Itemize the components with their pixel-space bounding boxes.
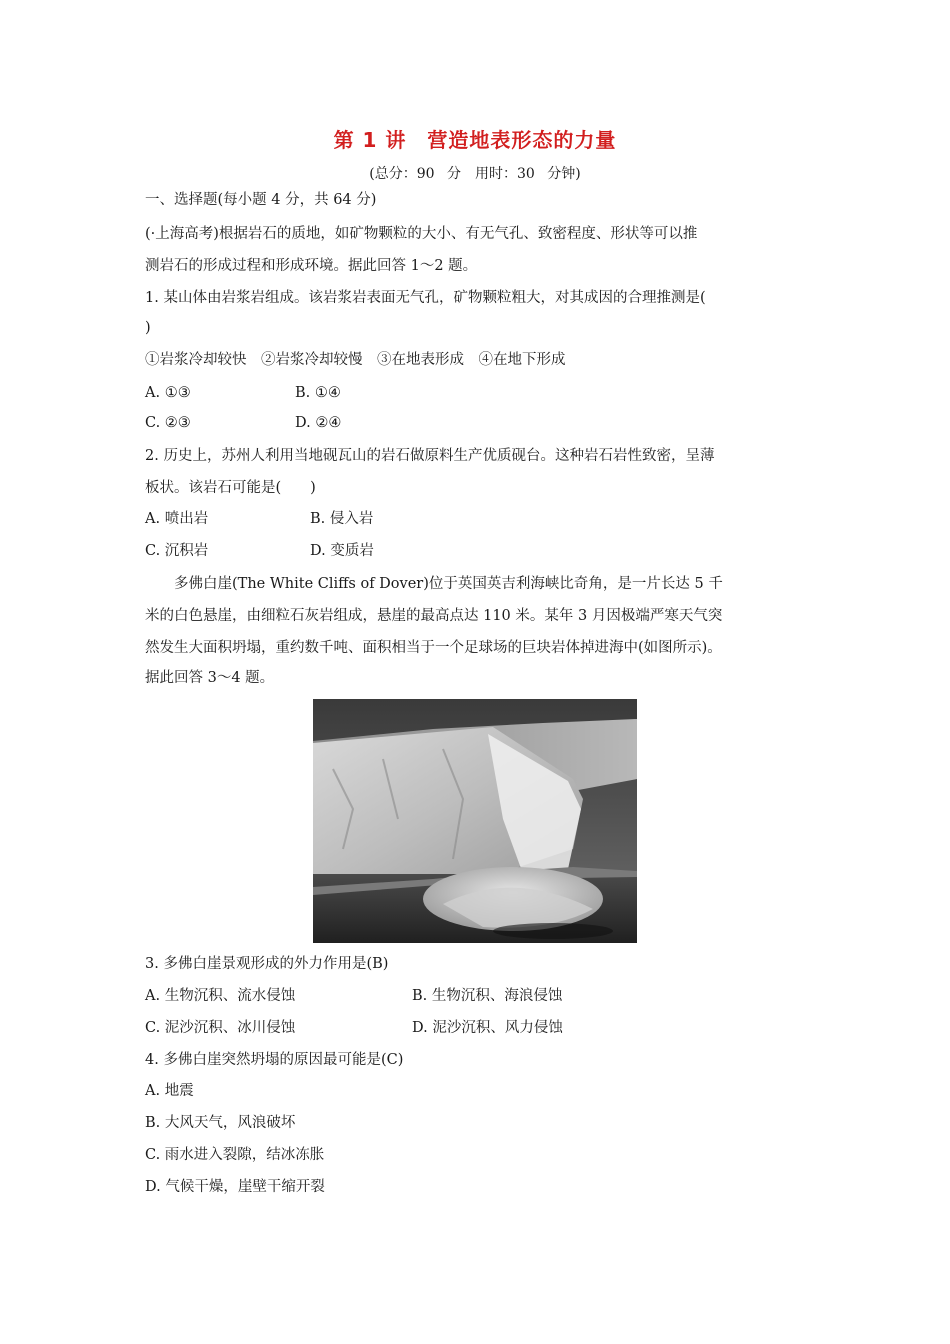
q1-option-c: C. ②③ bbox=[145, 415, 191, 431]
q4-option-d: D. 气候干燥，崖壁干缩开裂 bbox=[145, 1179, 325, 1195]
section-heading: 一、选择题(每小题 4 分，共 64 分) bbox=[145, 192, 377, 208]
q3-option-c: C. 泥沙沉积、冰川侵蚀 bbox=[145, 1020, 296, 1036]
q4-option-c: C. 雨水进入裂隙，结冰冻胀 bbox=[145, 1147, 325, 1163]
q2-stem-line-1: 2. 历史上，苏州人利用当地砚瓦山的岩石做原料生产优质砚台。这种岩石岩性致密，呈薄 bbox=[145, 448, 715, 464]
q4-stem: 4. 多佛白崖突然坍塌的原因最可能是(C) bbox=[145, 1052, 404, 1068]
q1-option-d: D. ②④ bbox=[295, 415, 342, 431]
intro-line-1: (·上海高考)根据岩石的质地，如矿物颗粒的大小、有无气孔、致密程度、形状等可以推 bbox=[145, 226, 698, 242]
q3-stem: 3. 多佛白崖景观形成的外力作用是(B) bbox=[145, 956, 389, 972]
q2-stem-line-2: 板状。该岩石可能是( ) bbox=[145, 480, 316, 496]
cliff-photo bbox=[313, 699, 637, 943]
q4-option-a: A. 地震 bbox=[145, 1083, 194, 1099]
q2-option-b: B. 侵入岩 bbox=[310, 511, 374, 527]
q1-stem-line-1: 1. 某山体由岩浆岩组成。该岩浆岩表面无气孔，矿物颗粒粗大，对其成因的合理推测是( bbox=[145, 290, 706, 306]
page-subtitle: (总分：90 分 用时：30 分钟) bbox=[369, 166, 581, 182]
passage-line-3: 然发生大面积坍塌，重约数千吨、面积相当于一个足球场的巨块岩体掉进海中(如图所示)。 bbox=[145, 640, 722, 656]
q1-option-b: B. ①④ bbox=[295, 385, 341, 401]
q2-option-a: A. 喷出岩 bbox=[145, 511, 209, 527]
passage-line-1: 多佛白崖(The White Cliffs of Dover)位于英国英吉利海峡比奇角，是一片长达 5 千 bbox=[174, 576, 723, 592]
q1-option-a: A. ①③ bbox=[145, 385, 191, 401]
q1-stem-line-2: ) bbox=[145, 320, 151, 336]
q2-option-c: C. 沉积岩 bbox=[145, 543, 209, 559]
page-title: 第 1 讲 营造地表形态的力量 bbox=[333, 128, 617, 152]
q3-option-a: A. 生物沉积、流水侵蚀 bbox=[145, 988, 296, 1004]
q3-option-b: B. 生物沉积、海浪侵蚀 bbox=[412, 988, 563, 1004]
passage-line-4: 据此回答 3～4 题。 bbox=[145, 670, 275, 686]
intro-line-2: 测岩石的形成过程和形成环境。据此回答 1～2 题。 bbox=[145, 258, 478, 274]
q3-option-d: D. 泥沙沉积、风力侵蚀 bbox=[412, 1020, 563, 1036]
q2-option-d: D. 变质岩 bbox=[310, 543, 374, 559]
q1-statements: ①岩浆冷却较快 ②岩浆冷却较慢 ③在地表形成 ④在地下形成 bbox=[145, 352, 566, 368]
q4-option-b: B. 大风天气，风浪破坏 bbox=[145, 1115, 296, 1131]
passage-line-2: 米的白色悬崖，由细粒石灰岩组成，悬崖的最高点达 110 米。某年 3 月因极端严寒天气突 bbox=[145, 608, 723, 624]
